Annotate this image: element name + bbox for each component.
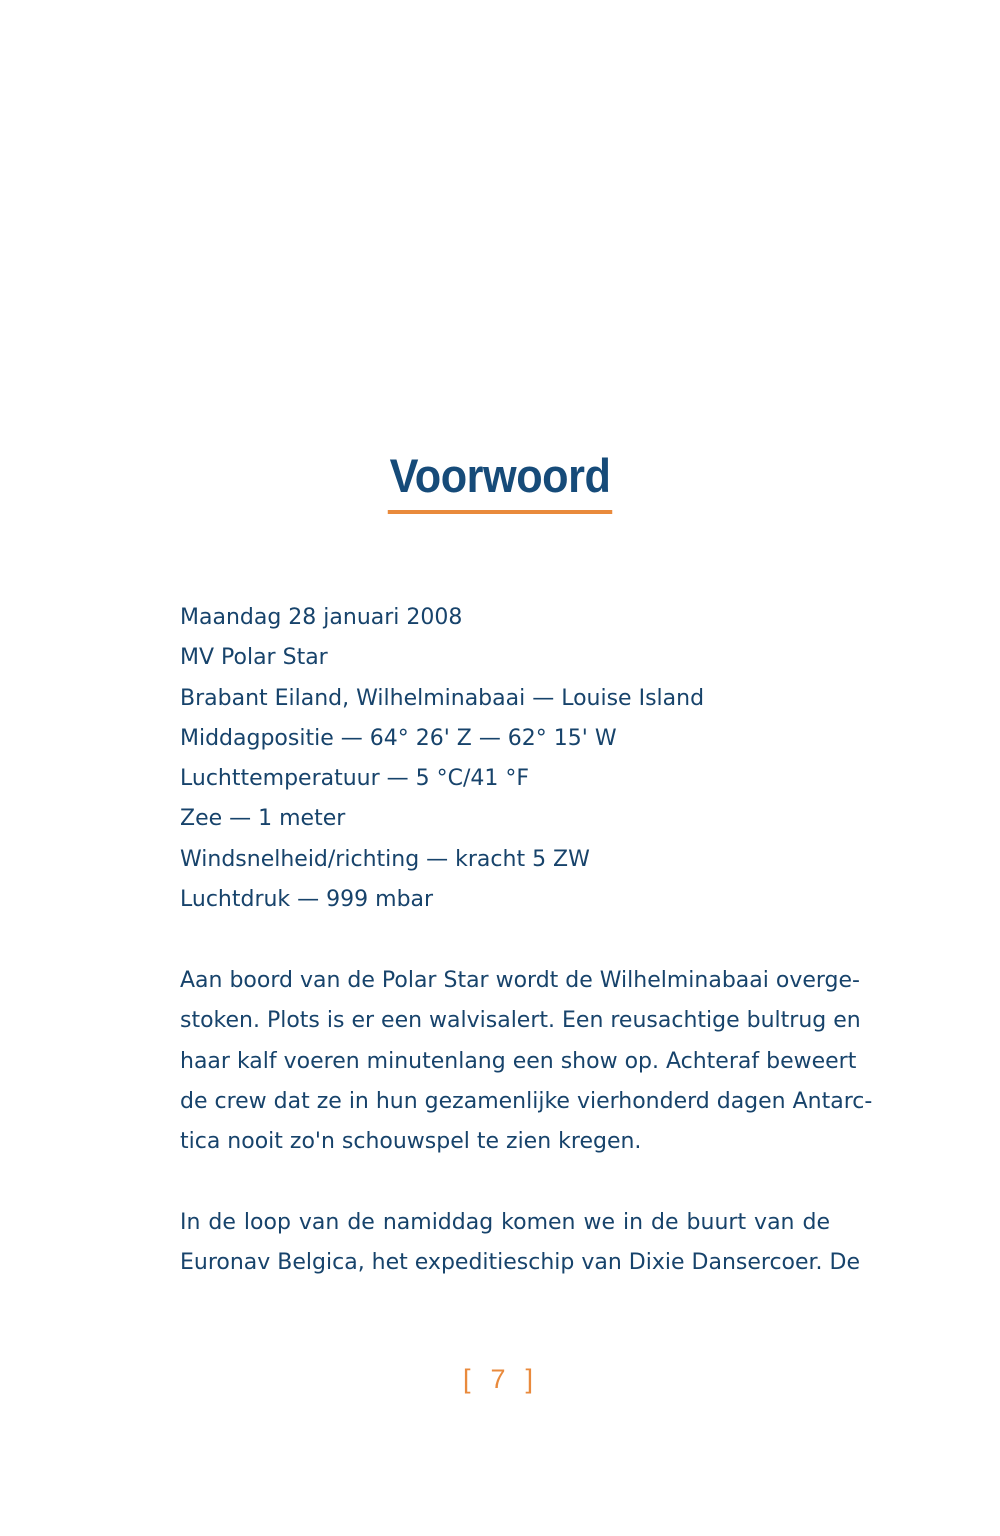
- log-air-temperature: Luchttemperatuur — 5 °C/41 °F: [180, 766, 530, 792]
- body-paragraph-1: [180, 961, 873, 1162]
- log-wind: Windsnelheid/richting — kracht 5 ZW: [180, 846, 590, 872]
- log-location: Brabant Eiland, Wilhelminabaai — Louise Island: [180, 685, 705, 711]
- paragraph-line: In de loop van de namiddag komen we in de buurt van de: [180, 1210, 830, 1235]
- chapter-title: Voorwoord: [388, 446, 613, 514]
- ship-log-block: [180, 598, 704, 920]
- page-number-open-bracket: [: [462, 1364, 475, 1394]
- body-paragraph-2: [180, 1203, 861, 1284]
- paragraph-line: de crew dat ze in hun gezamenlijke vierhonderd dagen Antarc-: [180, 1088, 873, 1114]
- log-date: Maandag 28 januari 2008: [180, 605, 463, 630]
- paragraph-line: tica nooit zo'n schouwspel te zien kregen.: [180, 1129, 642, 1155]
- page-number-value: 7: [490, 1364, 510, 1394]
- page-number-close-bracket: ]: [525, 1364, 538, 1394]
- log-air-pressure: Luchtdruk — 999 mbar: [180, 887, 434, 913]
- paragraph-line: Aan boord van de Polar Star wordt de Wilhelminabaai overge-: [180, 968, 860, 993]
- paragraph-line: Euronav Belgica, het expeditieschip van Dixie Dansercoer. De: [180, 1250, 861, 1276]
- log-ship: MV Polar Star: [180, 645, 328, 671]
- log-position: Middagpositie — 64° 26' Z — 62° 15' W: [180, 725, 617, 751]
- log-sea-state: Zee — 1 meter: [180, 806, 346, 832]
- chapter-heading: [0, 446, 1000, 514]
- page-number: [0, 1364, 1000, 1395]
- paragraph-line: stoken. Plots is er een walvisalert. Een reusachtige bultrug en: [180, 1008, 861, 1034]
- paragraph-line: haar kalf voeren minutenlang een show op. Achteraf beweert: [180, 1048, 857, 1074]
